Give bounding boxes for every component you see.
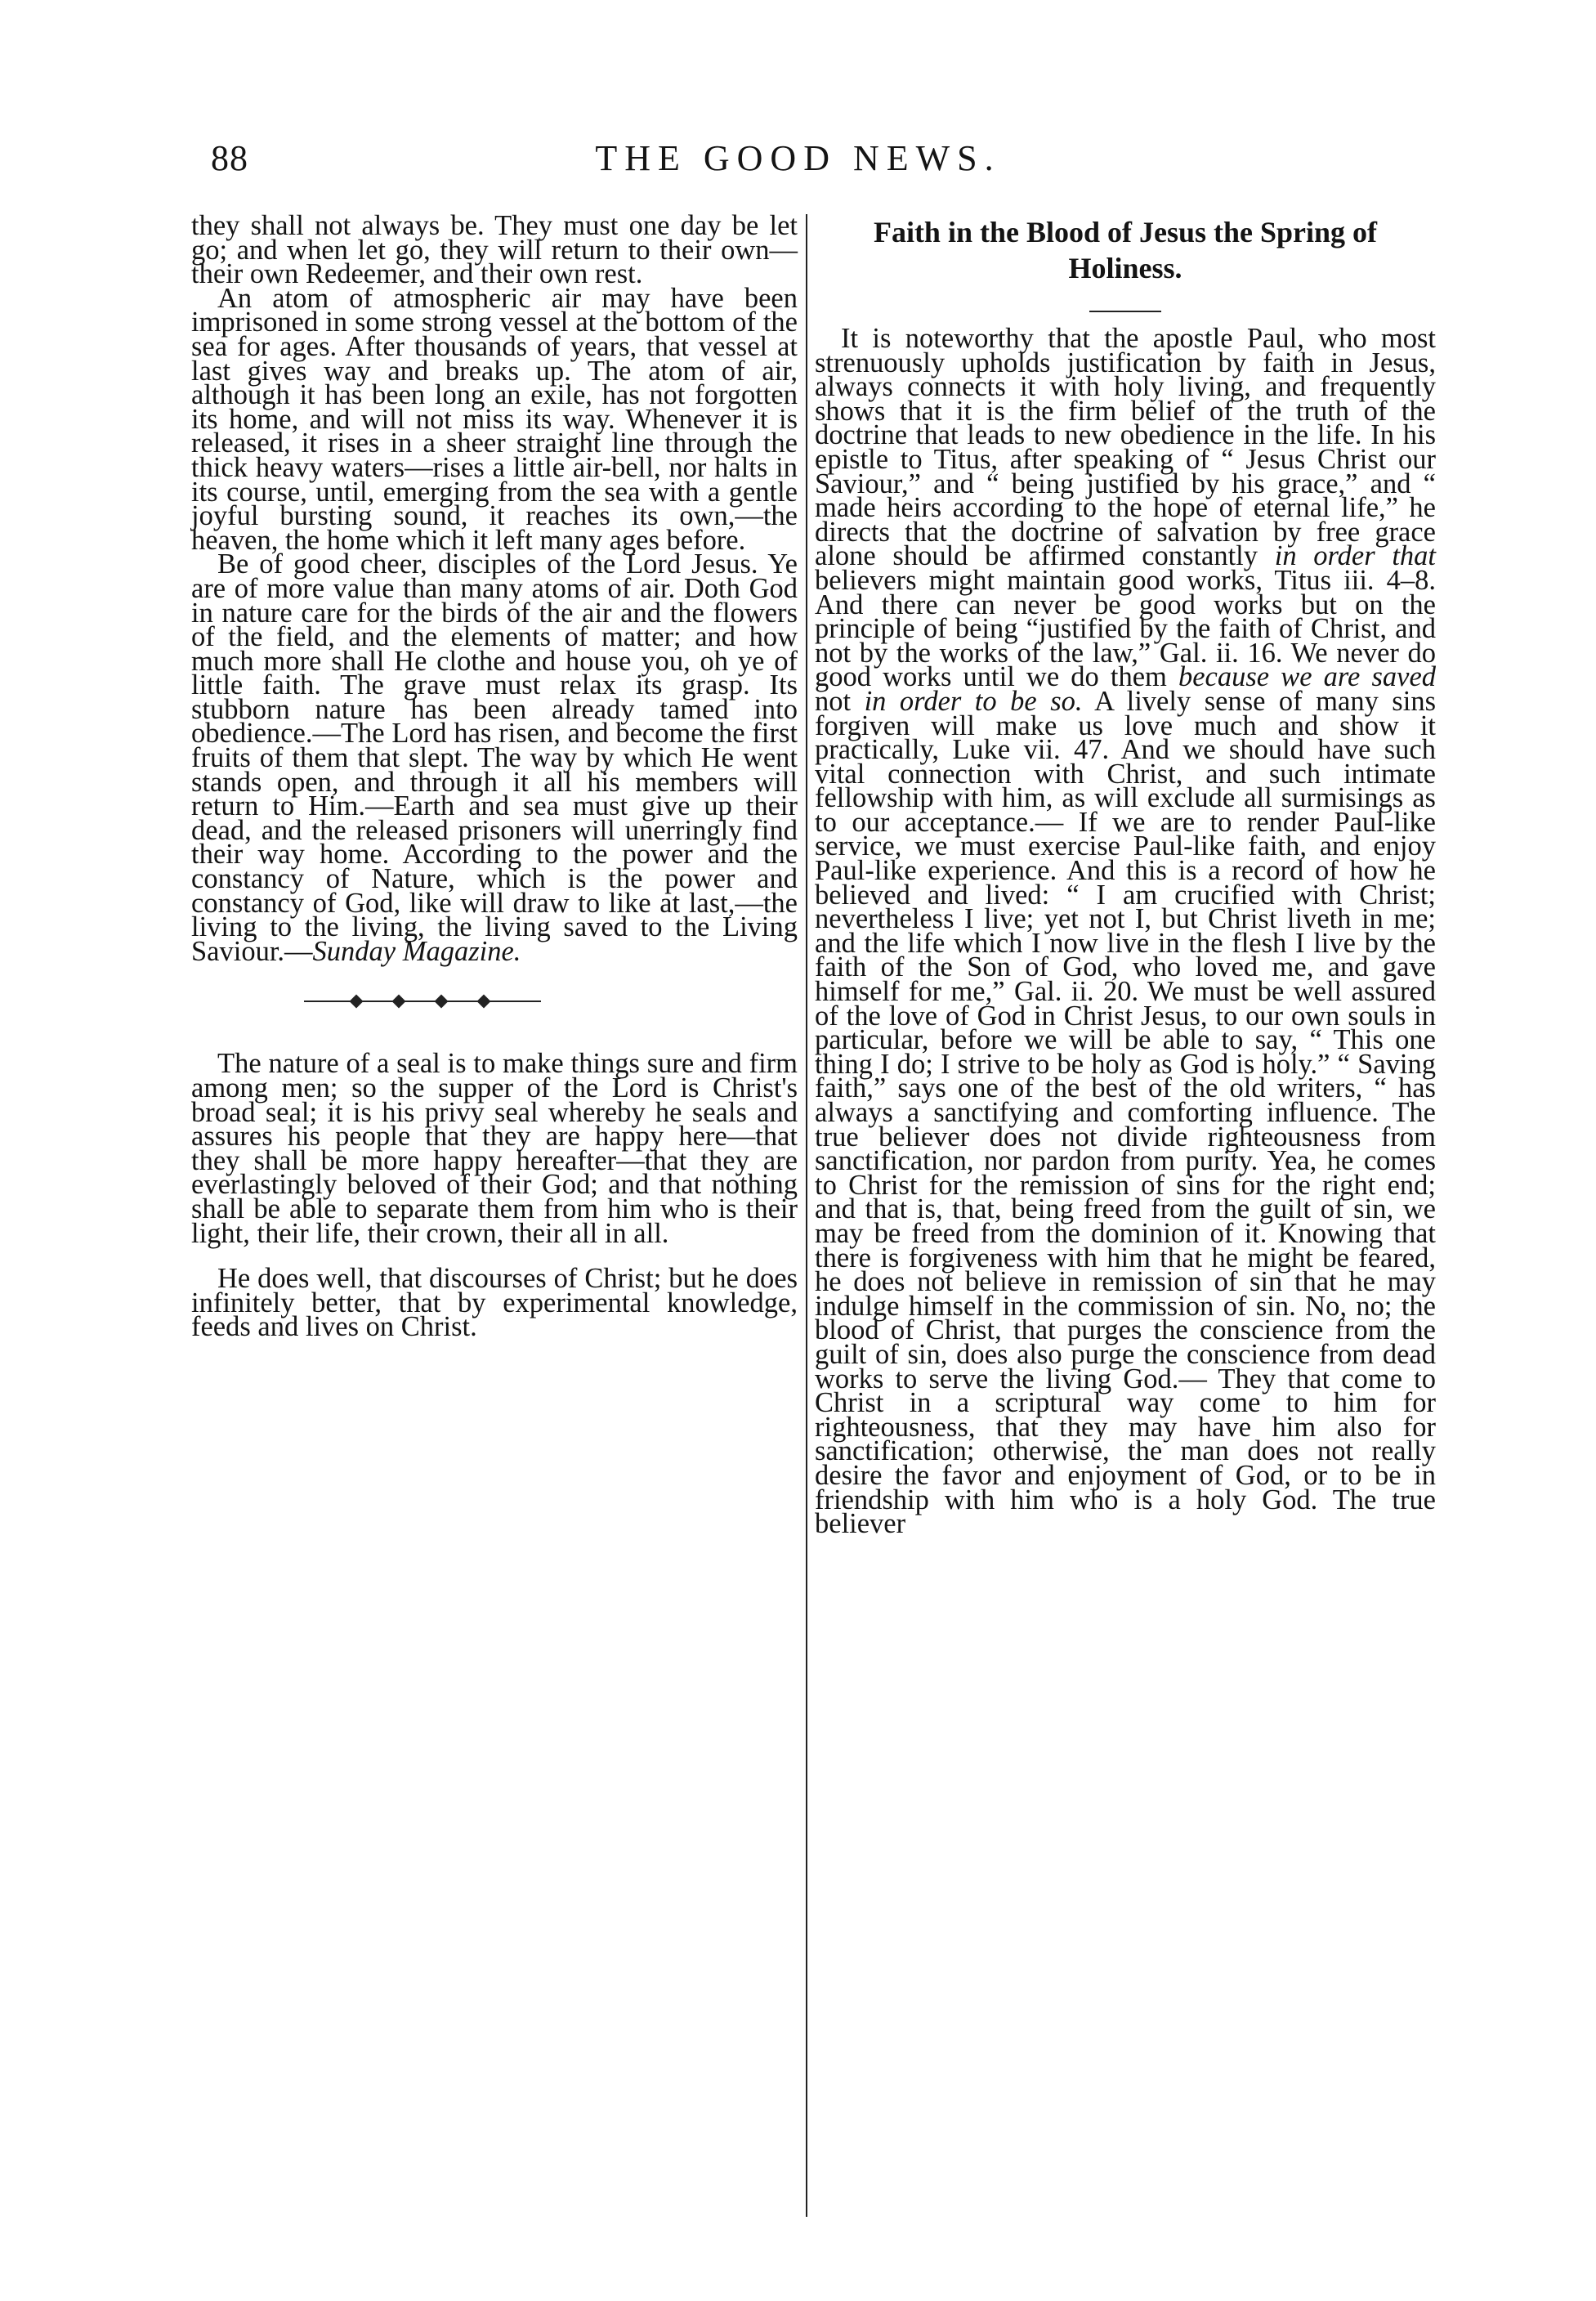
emphasis-in-order-to-be-so: in order to be so. [864,685,1083,717]
emphasis-in-order-that: in order that [1274,540,1437,572]
running-title: THE GOOD NEWS. [595,138,1001,178]
ornament-diamond [350,995,364,1009]
ornament-diamond [477,995,491,1009]
atom-paragraph: An atom of atmospheric air may have been imprisoned in some strong vessel at the bottom of the sea for ages. After thousands of years, that vessel at last gives way and breaks up. The atom of air, although it has been long an exile, has not forgotten its home, and will not miss its way. Whenever it is released, it rises in a sheer straight line through the thick heavy waters—rises a little air-bell, nor halts in its course, until, emerging from the sea with a gentle joyful bursting sound, it reaches its own,—the heaven, the home which it left many ages before. [191,282,798,556]
section-ornament [304,993,541,1009]
body-text: not [815,685,852,717]
ornament-diamond [392,995,406,1009]
right-column [815,214,1437,1540]
left-column [191,210,798,1343]
closing-paragraph: He does well, that discourses of Christ; but he does infinitely better, that by experimental knowledge, feeds and lives on Christ. [191,1263,798,1343]
title-rule [1089,311,1161,312]
column-divider [806,214,807,2217]
good-cheer-paragraph [191,548,798,967]
seal-paragraph: The nature of a seal is to make things sure and firm among men; so the supper of the Lord is Christ's broad seal; it is his privy seal whereby he seals and assures his people that they are happy here—that they shall be more happy hereafter—that they are everlastingly beloved of their God; and that nothing shall be able to separate them from him who is their light, their life, their crown, their all in all. [191,1048,798,1249]
emphasis-because-saved: because we are saved [1178,661,1437,693]
article-title: Faith in the Blood of Jesus the Spring of Holiness. [873,216,1378,284]
article-body [815,323,1437,1540]
body-text: believers might maintain good works, Titus iii. 4–8. And there can never be good works but on the principle of being “justified by the faith of Christ, and not by the works of the law,” Gal. ii. 16. We never do good works until we do them [815,564,1436,693]
body-text: A lively sense of many sins forgiven will make us love much and show it practically, Luke vii. 47. And we should have such vital connection with Christ, and such intimate fellowship with him, as will exclude all surmisings as to our acceptance.— If we are to render Paul-like service, we must exercise Paul-like faith, and enjoy Paul-like experience. And this is a record of how he believed and lived: “ I am crucified with Christ; nevertheless I live; yet not I, but Christ liveth in me; and the life which I now live in the flesh I live by the faith of the Son of God, who loved me, and gave himself for me,” Gal. ii. 20. We must be well assured of the love of God in Christ Jesus, to our own souls in particular, before we will be able to say, “ This one thing I do; I strive to be holy as God is holy.” “ Saving faith,” says one of the best of the old writers, “ has always a sanctifying and comforting influence. The true believer does not divide righteousness from sanctification, nor pardon from purity. Yea, he comes to Christ for the remission of sins for the right end; and that is, that, being freed from the guilt of sin, we may be freed from the dominion of it. Knowing that there is forgiveness with him that he might be feared, he does not believe in remission of sin that he may indulge himself in the commission of sin. No, no; the blood of Christ, that purges the conscience from the guilt of sin, does also purge the conscience from dead works to serve the living God.— They that come to Christ in a scriptural way come to him for righteousness, that they may have him also for sanctification; otherwise, the man does not really desire the favor and enjoyment of God, or to be in friendship with him who is a holy God. The true believer [815,685,1436,1540]
source-credit: Sunday Magazine. [312,935,521,967]
good-cheer-text: Be of good cheer, disciples of the Lord Jesus. Ye are of more value than many atoms of air. Doth God in nature care for the birds of the air and the flowers of the field, and the elements of matter; and how much more shall He clothe and house you, oh ye of little faith. The grave must relax its grasp. Its stubborn nature has been already tamed into obedience.—The Lord has risen, and become the first fruits of them that slept. The way by which He went stands open, and through it all his members will return to Him.—Earth and sea must give up their dead, and the released prisoners will unerringly find their way home. According to the power and the constancy of Nature, which is the power and constancy of God, like will draw to like at last,—the living to the living, the living saved to the Living Saviour.— [191,548,798,967]
page-header [0,137,1596,186]
continued-paragraph: they shall not always be. They must one day be let go; and when let go, they will return to their own—their own Redeemer, and their own rest. [191,210,798,290]
page-number: 88 [211,138,248,178]
body-text: It is noteworthy that the apostle Paul, who most strenuously upholds justification by faith in Jesus, always connects it with holy living, and frequently shows that it is the firm belief of the truth of the doctrine that leads to new obedience in the life. In his epistle to Titus, after speaking of “ Jesus Christ our Saviour,” and “ being justified by his grace,” and “ made heirs according to the hope of eternal life,” he directs that the doctrine of salvation by free grace alone should be affirmed constantly [815,323,1436,572]
ornament-diamond [435,995,449,1009]
ornament-line [304,1001,541,1002]
